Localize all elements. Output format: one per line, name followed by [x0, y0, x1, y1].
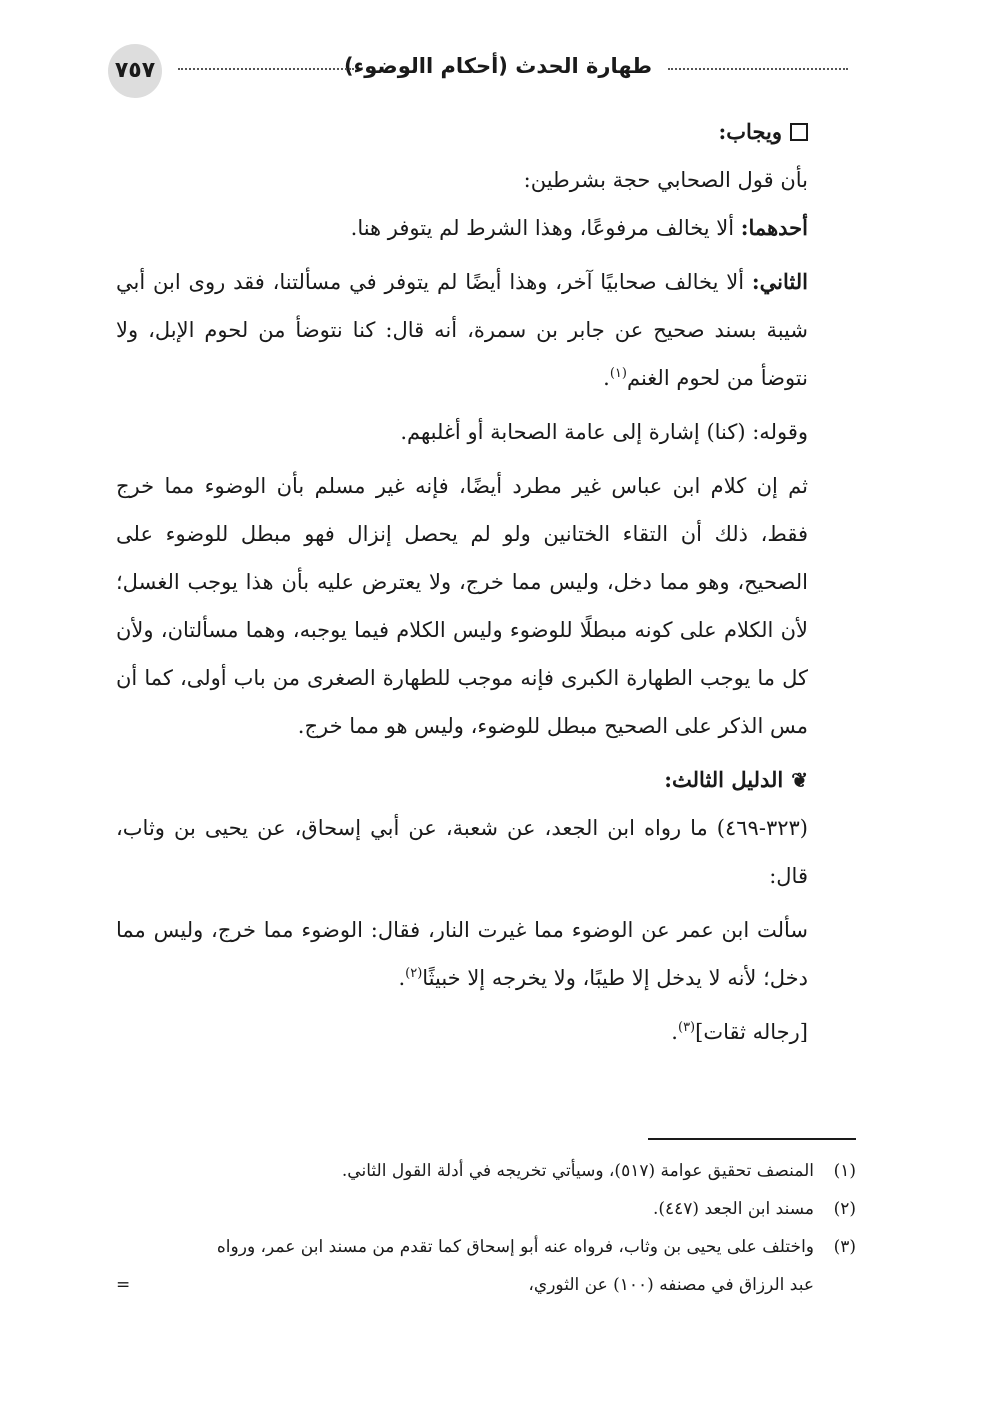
header-dots-right: [668, 68, 848, 70]
footnote-ref-3[interactable]: (٣): [677, 1020, 696, 1035]
second-condition-text: ألا يخالف صحابيًا آخر، وهذا أيضًا لم يتوفر في مسألتنا، فقد روى ابن أبي شيبة بسند صحيح عن جابر بن سمرة، أنه قال: كنا نتوضأ من لحوم الإبل، ولا نتوضأ من لحوم الغنم: [116, 270, 808, 390]
footnote-item: [116, 1152, 856, 1190]
footnote-continuation: عبد الرزاق في مصنفه (١٠٠) عن الثوري،: [528, 1275, 814, 1295]
continuation-mark: =: [116, 1275, 131, 1295]
third-evidence-heading-text: الدليل الثالث:: [664, 767, 784, 792]
footnote-continuation-line: [116, 1266, 856, 1304]
ibn-umar-text: سألت ابن عمر عن الوضوء مما غيرت النار، فقال: الوضوء مما خرج، وليس مما دخل؛ لأنه لا يدخل إلا طيبًا، ولا يخرجه إلا خبيثًا: [116, 918, 808, 990]
paragraph-grading: [116, 1008, 808, 1056]
footnote-item: [116, 1190, 856, 1228]
paragraph-first-condition: [116, 204, 808, 252]
main-text: [116, 108, 808, 1062]
ibn-umar-end: .: [398, 966, 406, 990]
paragraph-hadith-chain: (٣٢٣-٤٦٩) ما رواه ابن الجعد، عن شعبة، عن أبي إسحاق، عن يحيى بن وثاب، قال:: [116, 816, 808, 888]
running-title: طهارة الحدث (أحكام االوضوء): [343, 54, 652, 78]
grading-text: [رجاله ثقات]: [695, 1020, 808, 1044]
answer-heading: [116, 108, 808, 156]
footnote-number: (١): [833, 1161, 856, 1181]
footnote-number: (٣): [833, 1237, 856, 1257]
paragraph-kunna: وقوله: (كنا) إشارة إلى عامة الصحابة أو أغلبهم.: [400, 420, 808, 444]
page-header: [108, 40, 848, 98]
footnote-number: (٢): [833, 1199, 856, 1219]
second-condition-label: الثاني:: [751, 269, 808, 294]
footnotes: [116, 1152, 856, 1304]
first-condition-label: أحدهما:: [740, 215, 808, 240]
footnote-text: واختلف على يحيى بن وثاب، فرواه عنه أبو إسحاق كما تقدم من مسند ابن عمر، ورواه: [216, 1237, 814, 1257]
grading-end: .: [671, 1020, 678, 1044]
paragraph-conditions: بأن قول الصحابي حجة بشرطين:: [523, 168, 808, 192]
paragraph-ibn-abbas: ثم إن كلام ابن عباس غير مطرد أيضًا، فإنه غير مسلم بأن الوضوء مما خرج فقط، ذلك أن التقاء الختانين ولو لم يحصل إنزال فهو مبطل للوضوء على الصحيح، وهو مما دخل، وليس مما خرج، ولا يعترض عليه بأن هذا يوجب الغسل؛ لأن الكلام على كونه مبطلًا للوضوء وليس الكلام فيما يوجبه، وهما مسألتان، ولأن كل ما يوجب الطهارة الكبرى فإنه موجب للطهارة الصغرى من باب أولى، كما أن مس الذكر على الصحيح مبطل للوضوء، وليس هو مما خرج.: [116, 474, 808, 738]
first-condition-text: ألا يخالف مرفوعًا، وهذا الشرط لم يتوفر هنا.: [350, 216, 741, 240]
paragraph-second-condition: [116, 258, 808, 402]
footnote-text: المنصف تحقيق عوامة (٥١٧)، وسيأتي تخريجه في أدلة القول الثاني.: [341, 1161, 814, 1181]
footnote-separator: [648, 1138, 856, 1140]
answer-heading-text: ويجاب:: [718, 119, 782, 144]
second-condition-end: .: [603, 366, 610, 390]
third-evidence-heading: [116, 756, 808, 804]
footnote-item: [116, 1228, 856, 1266]
header-dots-left: [178, 68, 354, 70]
footnote-ref-2[interactable]: (٢): [405, 966, 423, 981]
leaf-ornament-icon: ❦: [791, 768, 808, 792]
page-number-badge: ٧٥٧: [108, 44, 162, 98]
paragraph-ibn-umar: [116, 906, 808, 1002]
square-bullet-icon: [790, 123, 808, 141]
footnote-ref-1[interactable]: (١): [609, 366, 627, 381]
footnote-text: مسند ابن الجعد (٤٤٧).: [652, 1199, 814, 1219]
